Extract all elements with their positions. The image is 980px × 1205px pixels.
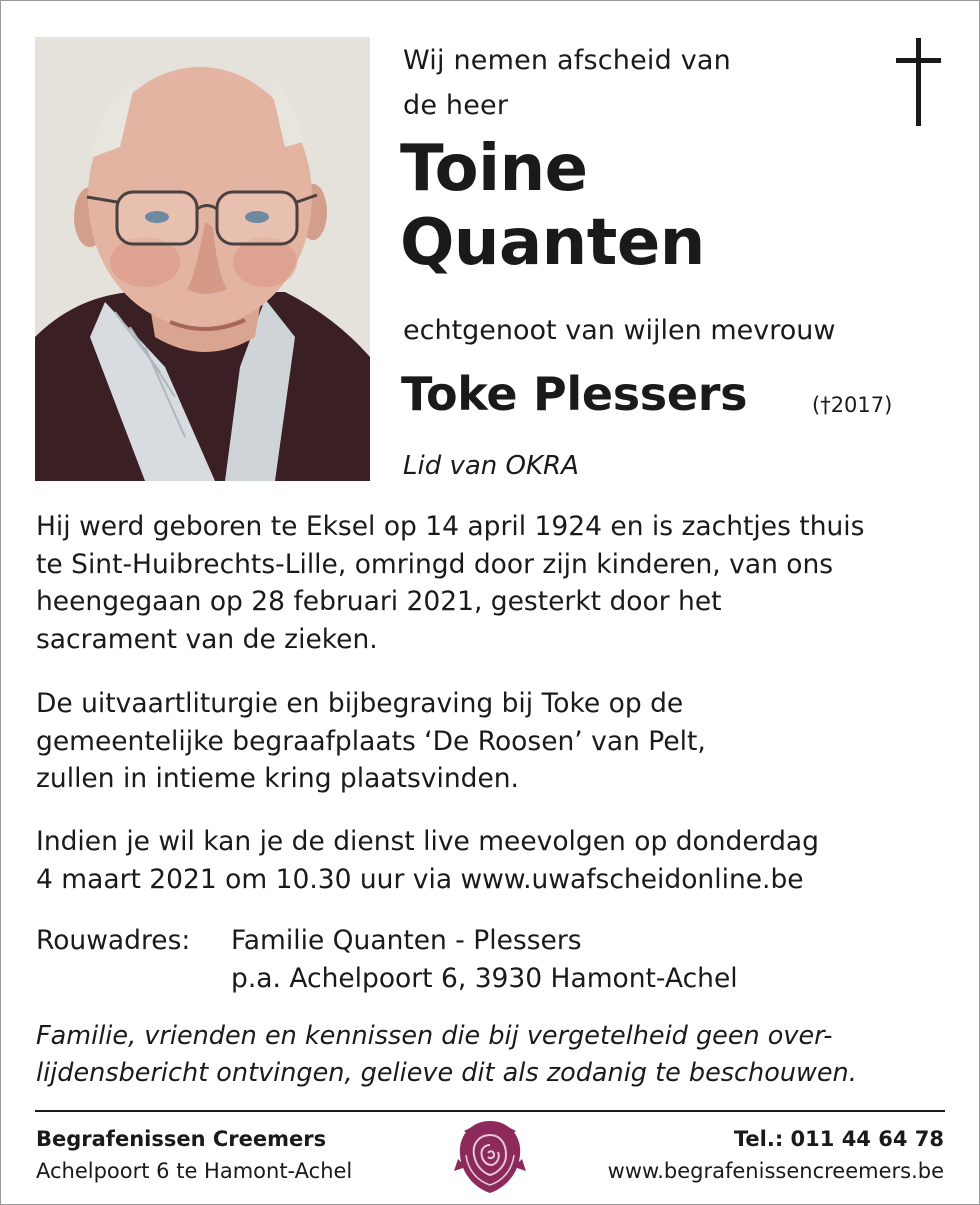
birth-death-paragraph: Hij werd geboren te Eksel op 14 april 1924 en is zachtjes thuis te Sint-Huibrechts-Lille, omringd door zijn kinderen, van ons heengegaan op 28 februari 2021, gesterkt door het sacrament van de zieken. — [36, 511, 865, 655]
intro-line-2: de heer — [403, 90, 509, 121]
cross-icon — [896, 38, 941, 128]
livestream-paragraph: Indien je wil kan je de dienst live meevolgen op donderdag 4 maart 2021 om 10.30 uur via www.uwafscheidonline.be — [36, 826, 819, 895]
address-lines: Familie Quanten - Plessers p.a. Achelpoort 6, 3930 Hamont-Achel — [231, 925, 738, 994]
intro-line-1: Wij nemen afscheid van — [403, 45, 731, 76]
funeral-paragraph: De uitvaartliturgie en bijbegraving bij Toke op de gemeentelijke begraafplaats ‘De Roosen’ van Pelt, zullen in intieme kring plaatsvinden. — [36, 688, 706, 794]
rose-logo-icon — [452, 1115, 528, 1199]
membership: Lid van OKRA — [403, 451, 579, 481]
company-address: Achelpoort 6 te Hamont-Achel — [36, 1159, 353, 1183]
spouse-death-year: (†2017) — [812, 393, 893, 417]
address-label: Rouwadres: — [36, 925, 191, 956]
company-name: Begrafenissen Creemers — [36, 1127, 327, 1151]
spouse-name: Toke Plessers — [401, 367, 748, 421]
deceased-last-name: Quanten — [400, 206, 705, 280]
deceased-name — [400, 132, 705, 280]
spouse-intro: echtgenoot van wijlen mevrouw — [403, 315, 836, 346]
intro-text — [403, 38, 731, 128]
footer-divider — [35, 1110, 945, 1112]
deceased-first-name: Toine — [400, 132, 588, 206]
website-link[interactable]: www.begrafenissencreemers.be — [607, 1159, 944, 1183]
phone-number: Tel.: 011 44 64 78 — [733, 1127, 944, 1151]
portrait-photo — [35, 37, 370, 481]
closing-note: Familie, vrienden en kennissen die bij vergetelheid geen over- lijdensbericht ontvingen, gelieve dit als zodanig te beschouwen. — [36, 1021, 857, 1088]
